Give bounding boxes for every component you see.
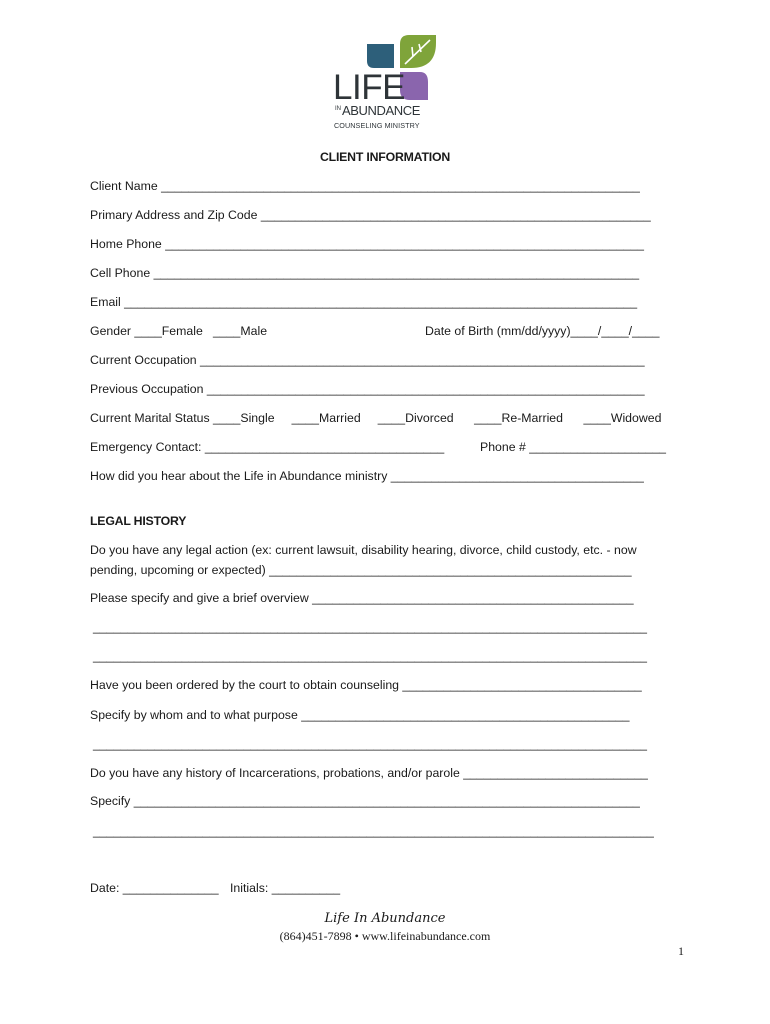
emergency-phone-field[interactable]: Phone # ____________________	[480, 440, 667, 454]
legal-action-question: Do you have any legal action (ex: current lawsuit, disability hearing, divorce, child custody, etc. - now	[90, 543, 637, 557]
home-phone-field[interactable]: Home Phone ______________________________________________________________________	[90, 237, 644, 251]
court-purpose-field[interactable]: Specify by whom and to what purpose ________________________________________________	[90, 708, 630, 722]
page-title: CLIENT INFORMATION	[319, 150, 451, 164]
emergency-contact-field[interactable]: Emergency Contact: ___________________________________	[90, 440, 445, 454]
current-occupation-field[interactable]: Current Occupation _________________________________________________________________	[90, 353, 645, 367]
blank-line[interactable]: _________________________________________________________________________________	[93, 737, 647, 751]
date-of-birth-field[interactable]: Date of Birth (mm/dd/yyyy)____/____/____	[425, 324, 660, 338]
marital-status-field[interactable]: Current Marital Status ____Single ____Married ____Divorced ____Re-Married ____Widowed	[90, 411, 662, 425]
blank-line[interactable]: __________________________________________________________________________________	[93, 824, 654, 838]
referral-source-field[interactable]: How did you hear about the Life in Abundance ministry _____________________________________	[90, 469, 644, 483]
previous-occupation-field[interactable]: Previous Occupation ________________________________________________________________	[90, 382, 645, 396]
incarceration-history-field[interactable]: Do you have any history of Incarcerations, probations, and/or parole ___________________________	[90, 766, 648, 780]
blank-line[interactable]: _________________________________________________________________________________	[93, 620, 647, 634]
page-number: 1	[678, 944, 684, 958]
court-ordered-field[interactable]: Have you been ordered by the court to obtain counseling ___________________________________	[90, 678, 642, 692]
legal-overview-field[interactable]: Please specify and give a brief overview _______________________________________________	[90, 591, 634, 605]
legal-action-field[interactable]: pending, upcoming or expected) _____________________________________________________	[90, 563, 632, 577]
specify-field[interactable]: Specify __________________________________________________________________________	[90, 794, 640, 808]
blank-line[interactable]: _________________________________________________________________________________	[93, 649, 647, 663]
logo	[330, 34, 440, 134]
gender-field[interactable]: Gender ____Female ____Male	[90, 324, 268, 338]
logo-in-text: IN	[335, 106, 341, 112]
legal-history-heading: LEGAL HISTORY	[90, 514, 187, 528]
logo-life-text: LIFE	[333, 68, 405, 107]
primary-address-field[interactable]: Primary Address and Zip Code _________________________________________________________	[90, 208, 651, 222]
footer-script-name: Life In Abundance	[324, 911, 446, 926]
teal-leaf-shape	[367, 44, 394, 68]
footer-contact: (864)451-7898 • www.lifeinabundance.com	[279, 929, 491, 943]
logo-abundance-text: ABUNDANCE	[342, 103, 421, 118]
email-field[interactable]: Email ___________________________________________________________________________	[90, 295, 638, 309]
date-field[interactable]: Date: ______________	[90, 881, 219, 895]
logo-subtitle: COUNSELING MINISTRY	[334, 121, 420, 130]
cell-phone-field[interactable]: Cell Phone _______________________________________________________________________	[90, 266, 640, 280]
client-name-field[interactable]: Client Name ______________________________________________________________________	[90, 179, 640, 193]
initials-field[interactable]: Initials: __________	[230, 881, 341, 895]
